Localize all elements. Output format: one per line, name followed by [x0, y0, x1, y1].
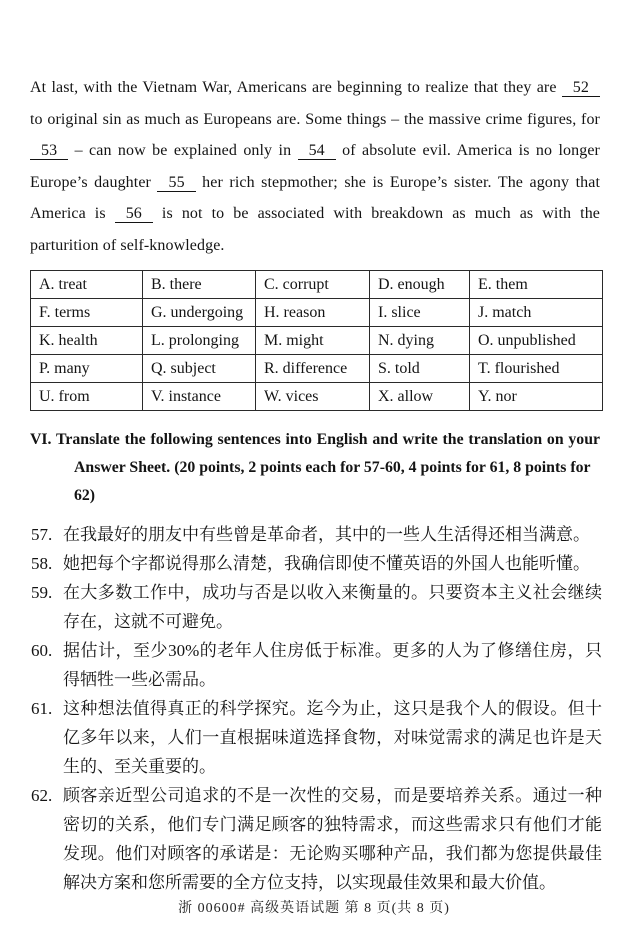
word-option-cell: K. health [31, 327, 143, 355]
passage-text-segment: – can now be explained only in [68, 142, 298, 159]
word-option-cell: R. difference [256, 355, 370, 383]
word-bank-row [31, 383, 603, 411]
cloze-blank-56: 56 [115, 205, 153, 223]
item-text: 这种想法值得真正的科学探究。迄今为止，这只是我个人的假设。但十亿多年以来，人们一直根据味道选择食物，对味觉需求的满足也许是天生的、至关重要的。 [63, 699, 602, 776]
word-bank-row [31, 271, 603, 299]
section-vi-heading-line1: VI. Translate the following sentences into English and write the translation on your [30, 431, 600, 448]
word-option-cell: C. corrupt [256, 271, 370, 299]
word-option-cell: Y. nor [470, 383, 603, 411]
cloze-blank-55: 55 [157, 174, 195, 192]
item-number: 59. [31, 583, 53, 602]
word-bank-row [31, 355, 603, 383]
translation-item-57 [30, 520, 602, 549]
item-number: 61. [31, 699, 53, 718]
page-footer: 浙 00600# 高级英语试题 第 8 页(共 8 页) [178, 901, 450, 916]
word-option-cell: E. them [470, 271, 603, 299]
word-bank-row [31, 327, 603, 355]
cloze-blank-54: 54 [298, 142, 336, 160]
translation-item-62 [30, 781, 602, 897]
item-text: 在大多数工作中，成功与否是以收入来衡量的。只要资本主义社会继续存在，这就不可避免。 [63, 583, 602, 631]
word-option-cell: U. from [31, 383, 143, 411]
word-option-cell: M. might [256, 327, 370, 355]
word-option-cell: V. instance [143, 383, 256, 411]
word-bank-table [30, 270, 603, 411]
section-vi-heading [30, 426, 600, 510]
word-option-cell: L. prolonging [143, 327, 256, 355]
passage-text-segment: is not to be associated with breakdown as much as with the parturition of self-knowledge. [30, 205, 600, 254]
word-option-cell: T. flourished [470, 355, 603, 383]
word-option-cell: W. vices [256, 383, 370, 411]
word-option-cell: B. there [143, 271, 256, 299]
word-option-cell: O. unpublished [470, 327, 603, 355]
passage-text-segment: of absolute evil. America is no longer Europe’s daughter [30, 142, 600, 191]
word-bank-body [31, 271, 603, 411]
word-option-cell: P. many [31, 355, 143, 383]
section-vi-heading-line2: Answer Sheet. (20 points, 2 points each for 57-60, 4 points for 61, 8 points for 62) [74, 459, 591, 504]
word-option-cell: X. allow [370, 383, 470, 411]
passage-text-segment: At last, with the Vietnam War, Americans are beginning to realize that they are [30, 79, 562, 96]
item-text: 她把每个字都说得那么清楚，我确信即使不懂英语的外国人也能听懂。 [63, 554, 590, 573]
word-bank-row [31, 299, 603, 327]
item-number: 58. [31, 554, 53, 573]
cloze-blank-52: 52 [562, 79, 600, 97]
word-option-cell: I. slice [370, 299, 470, 327]
word-option-cell: F. terms [31, 299, 143, 327]
translation-list [30, 520, 602, 897]
translation-item-60 [30, 636, 602, 694]
word-option-cell: D. enough [370, 271, 470, 299]
item-number: 62. [31, 786, 53, 805]
translation-item-61 [30, 694, 602, 781]
item-text: 顾客亲近型公司追求的不是一次性的交易，而是要培养关系。通过一种密切的关系，他们专门满足顾客的独特需求，而这些需求只有他们才能发现。他们对顾客的承诺是：无论购买哪种产品，我们都为您提供最佳解决方案和您所需要的全方位支持，以实现最佳效果和最大价值。 [63, 786, 602, 892]
translation-item-59 [30, 578, 602, 636]
cloze-passage [30, 72, 600, 261]
translation-item-58 [30, 549, 602, 578]
cloze-blank-53: 53 [30, 142, 68, 160]
passage-text-segment: to original sin as much as Europeans are. Some things – the massive crime figures, for [30, 110, 600, 128]
item-number: 60. [31, 641, 53, 660]
passage-text-segment: her rich stepmother; she is Europe’s sister. The agony that America is [30, 173, 600, 222]
word-option-cell: Q. subject [143, 355, 256, 383]
word-option-cell: N. dying [370, 327, 470, 355]
word-option-cell: G. undergoing [143, 299, 256, 327]
item-text: 据估计，至少30%的老年人住房低于标准。更多的人为了修缮住房，只得牺牲一些必需品。 [63, 641, 602, 689]
word-option-cell: S. told [370, 355, 470, 383]
word-option-cell: J. match [470, 299, 603, 327]
item-text: 在我最好的朋友中有些曾是革命者，其中的一些人生活得还相当满意。 [63, 525, 590, 544]
word-option-cell: A. treat [31, 271, 143, 299]
word-option-cell: H. reason [256, 299, 370, 327]
item-number: 57. [31, 525, 53, 544]
